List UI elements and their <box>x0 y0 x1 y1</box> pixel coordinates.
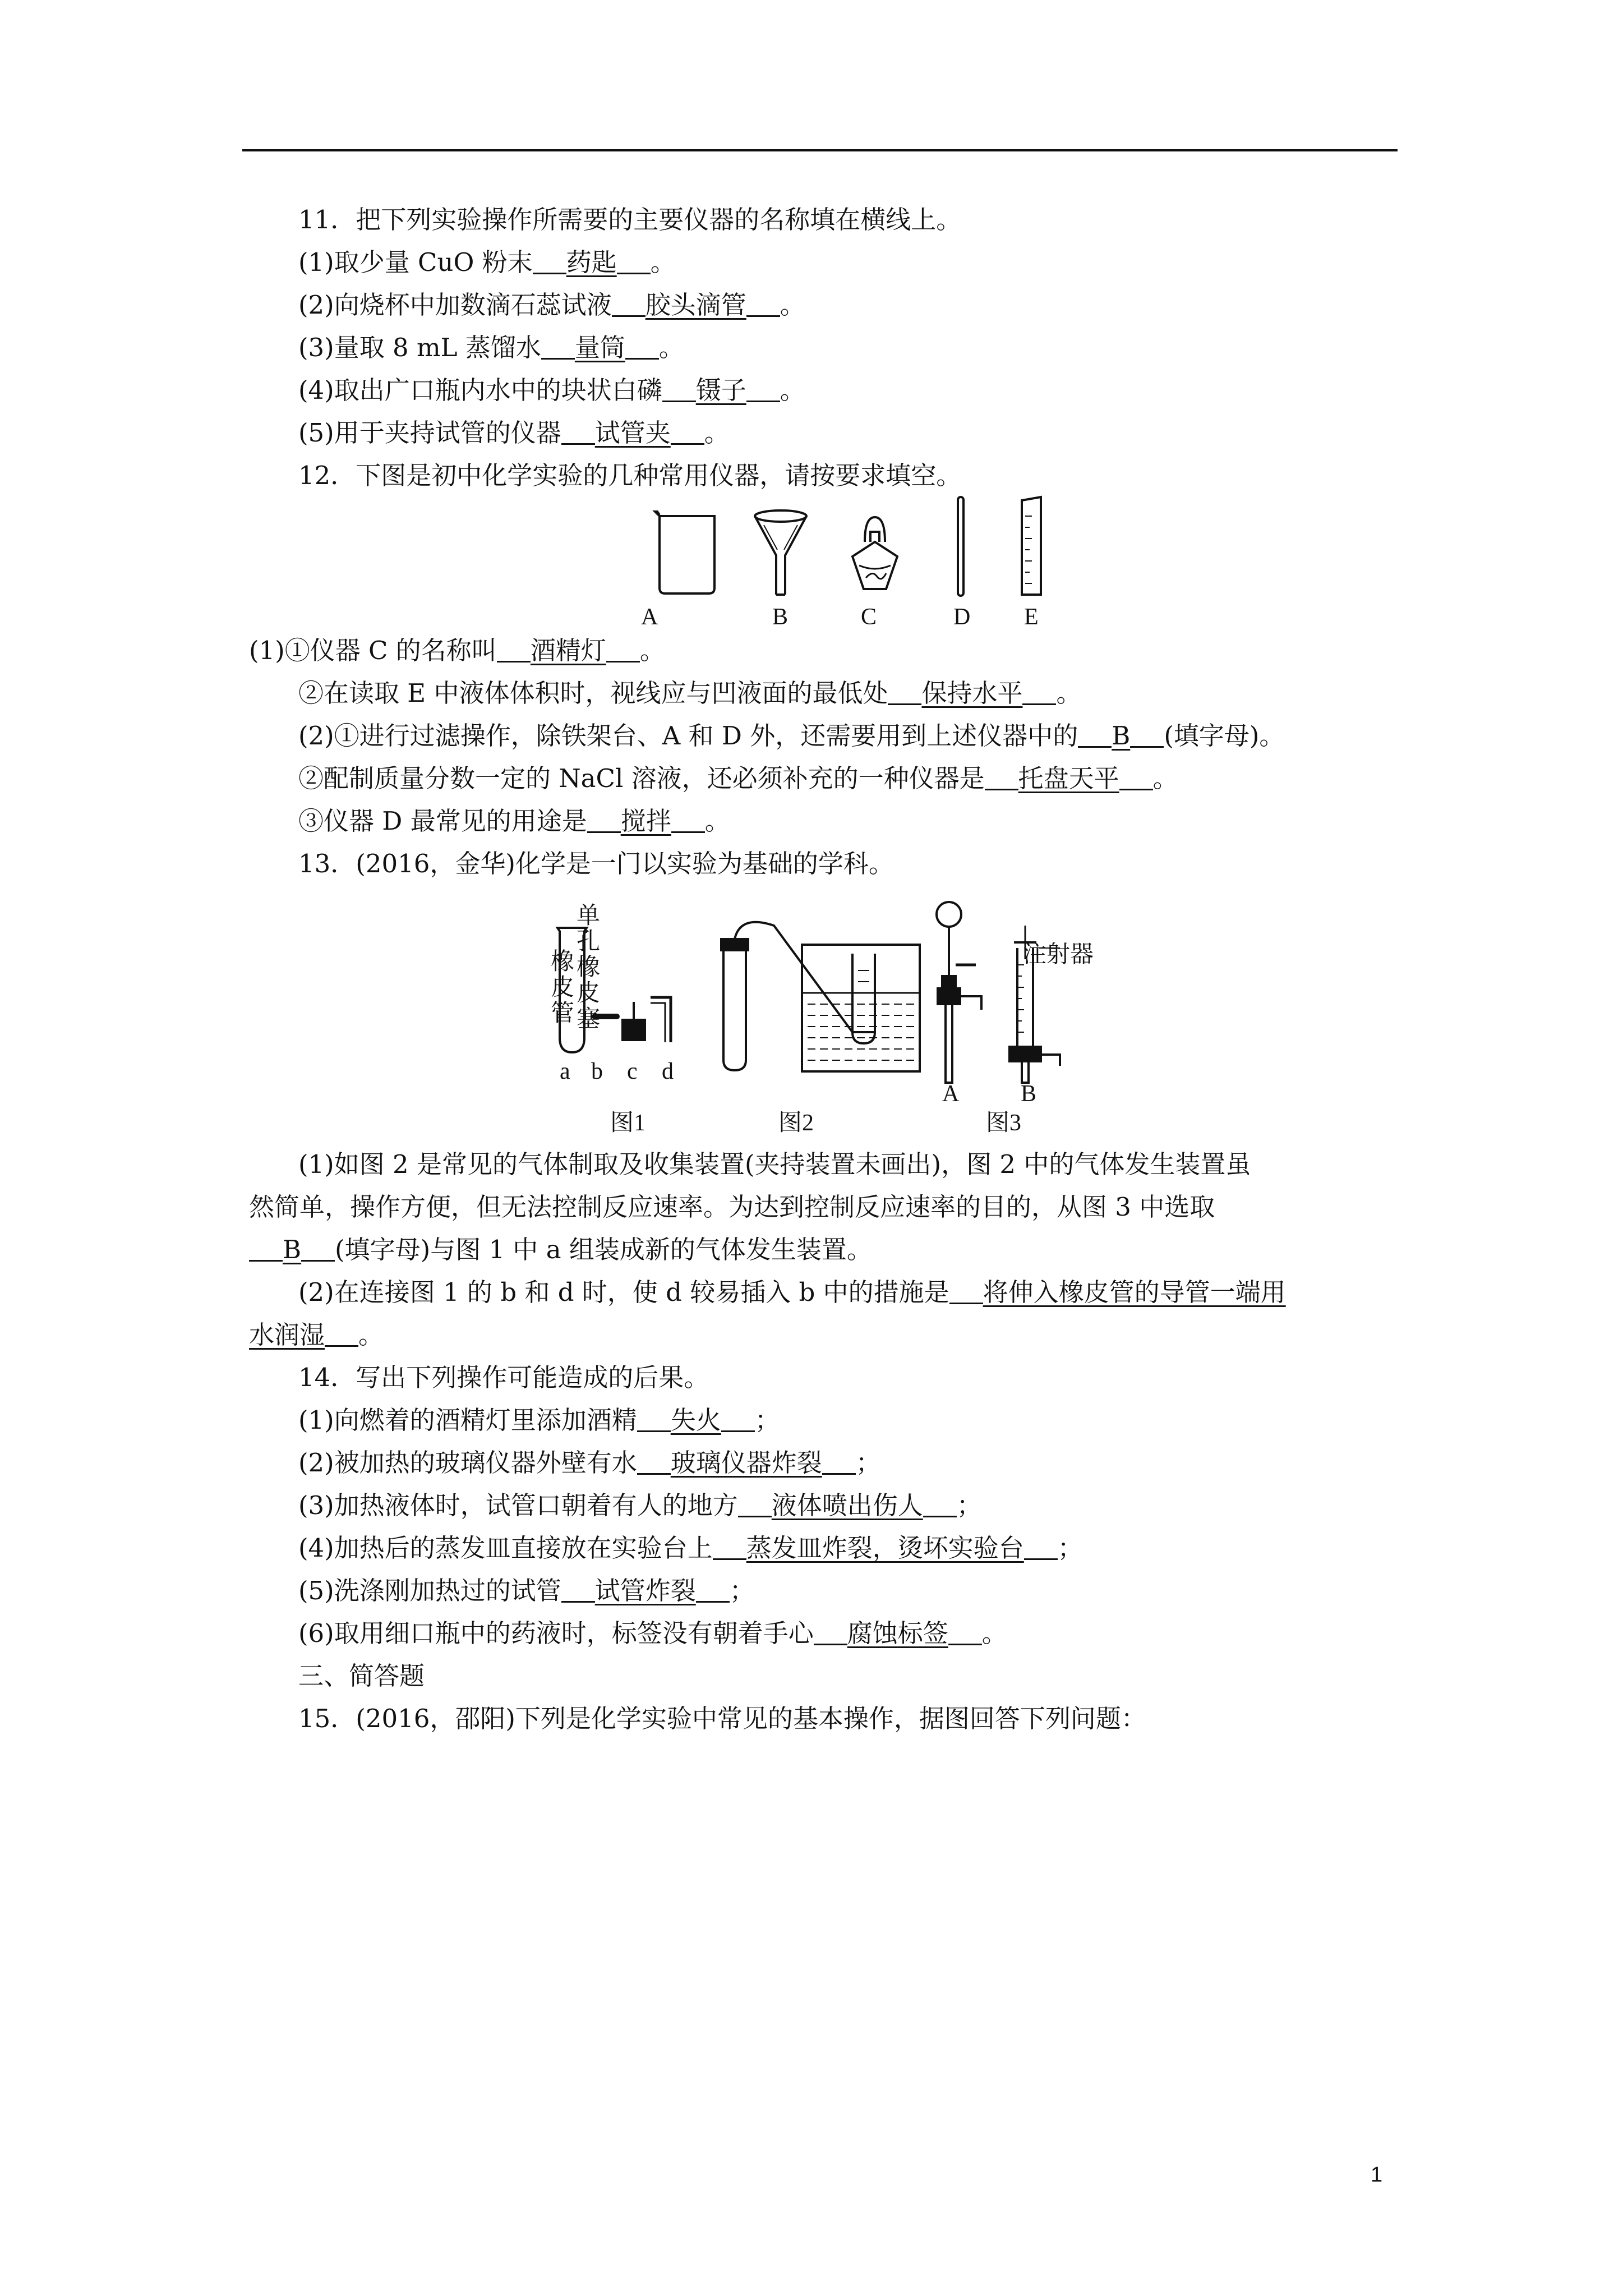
section-heading: 三、简答题 <box>298 1661 425 1691</box>
q12-item-2: ②在读取 E 中液体体积时，视线应与凹液面的最低处 保持水平 。 <box>298 678 1082 708</box>
q14-item-3: (3)加热液体时，试管口朝着有人的地方 液体喷出伤人 ； <box>298 1490 982 1520</box>
q12-answer-3: B <box>1112 721 1131 751</box>
q14-answer-6: 腐蚀标签 <box>847 1618 948 1648</box>
fig-label-C: C <box>861 604 877 630</box>
q11-item-4: (4)取出广口瓶内水中的块状白磷 镊子 。 <box>298 375 805 405</box>
q13-p2-line1: (2)在连接图 1 的 b 和 d 时，使 d 较易插入 b 中的措施是 将伸入橡皮管的导管一端用 <box>298 1277 1286 1307</box>
q14-answer-5: 试管炸裂 <box>594 1576 696 1605</box>
q14-answer-4: 蒸发皿炸裂，烫坏实验台 <box>746 1533 1024 1563</box>
q13-answer-2b: 水润湿 <box>249 1320 325 1350</box>
q14-stem: 14．写出下列操作可能造成的后果。 <box>298 1363 709 1392</box>
fig3-syringe-text: 注射器 <box>1023 942 1094 968</box>
fig-label-A: A <box>641 604 658 630</box>
q11-answer-3: 量筒 <box>574 333 625 362</box>
q11-item-5: (5)用于夹持试管的仪器 试管夹 。 <box>298 418 730 448</box>
q12-stem: 12．下图是初中化学实验的几种常用仪器，请按要求填空。 <box>298 461 962 490</box>
glass-rod-icon <box>958 497 963 596</box>
fig3-letter-A: A <box>942 1081 960 1107</box>
q11-item-3: (3)量取 8 mL 蒸馏水 量筒 。 <box>298 333 684 362</box>
q12-item-4: ②配制质量分数一定的 NaCl 溶液，还必须补充的一种仪器是 托盘天平 。 <box>298 763 1178 793</box>
q14-item-2: (2)被加热的玻璃仪器外壁有水 玻璃仪器炸裂 ； <box>298 1448 881 1478</box>
fig1-letter-c: c <box>627 1059 638 1084</box>
fig1-rubber-tube-text: 橡皮管 <box>551 949 575 1027</box>
q14-item-5: (5)洗涤刚加热过的试管 试管炸裂 ； <box>298 1576 755 1605</box>
fig-label-D: D <box>953 604 971 630</box>
q12-answer-1: 酒精灯 <box>530 636 606 665</box>
fig-label-E: E <box>1024 604 1039 630</box>
q11-item-1: (1)取少量 CuO 粉末 药匙 。 <box>298 247 676 277</box>
q11-answer-2: 胶头滴管 <box>645 290 746 320</box>
fig3-label: 图3 <box>986 1110 1022 1136</box>
q13-p1-line1: (1)如图 2 是常见的气体制取及收集装置(夹持装置未画出)，图 2 中的气体发生装置虽 <box>298 1149 1251 1179</box>
graduated-cylinder-icon <box>1022 497 1041 595</box>
fig3-letter-B: B <box>1021 1081 1037 1107</box>
q12-answer-4: 托盘天平 <box>1018 763 1119 793</box>
q11-answer-4: 镊子 <box>695 375 746 405</box>
q12-item-3: (2)①进行过滤操作，除铁架台、A 和 D 外，还需要用到上述仪器中的 B (填字母)。 <box>298 721 1285 751</box>
q11-answer-1: 药匙 <box>566 247 617 277</box>
q13-stem: 13．(2016，金华)化学是一门以实验为基础的学科。 <box>298 849 894 878</box>
header-rule <box>242 149 1398 151</box>
fig2-label: 图2 <box>778 1110 814 1136</box>
q15-stem: 15．(2016，邵阳)下列是化学实验中常见的基本操作，据图回答下列问题： <box>298 1704 1146 1733</box>
q14-item-6: (6)取用细口瓶中的药液时，标签没有朝着手心 腐蚀标签 。 <box>298 1618 1007 1648</box>
q12-item-5: ③仪器 D 最常见的用途是 搅拌 。 <box>298 806 730 836</box>
q13-p2-line2: 水润湿 。 <box>249 1320 384 1350</box>
page-number: 1 <box>1371 2163 1383 2187</box>
q14-answer-3: 液体喷出伤人 <box>771 1490 923 1520</box>
q14-item-4: (4)加热后的蒸发皿直接放在实验台上 蒸发皿炸裂，烫坏实验台 ； <box>298 1533 1083 1563</box>
funnel-icon <box>755 510 806 595</box>
gas-generator-apparatus-icon <box>721 922 920 1071</box>
fig1-label: 图1 <box>610 1110 646 1136</box>
q13-answer-1: B <box>283 1235 302 1264</box>
q13-p1-line2: 然简单，操作方便，但无法控制反应速率。为达到控制反应速率的目的，从图 3 中选取 <box>249 1192 1215 1222</box>
q14-answer-1: 失火 <box>670 1405 721 1435</box>
rubber-stopper-icon <box>623 1002 645 1040</box>
q13-p1-line3: B (填字母)与图 1 中 a 组装成新的气体发生装置。 <box>249 1233 872 1267</box>
q13-answer-2a: 将伸入橡皮管的导管一端用 <box>983 1277 1286 1307</box>
q11-item-2: (2)向烧杯中加数滴石蕊试液 胶头滴管 。 <box>298 290 805 320</box>
fig1-letter-a: a <box>560 1059 570 1084</box>
q11-stem: 11．把下列实验操作所需要的主要仪器的名称填在横线上。 <box>298 205 962 234</box>
fig1-letter-d: d <box>662 1059 674 1084</box>
fig1-stopper-text: 单孔橡皮塞 <box>577 903 601 1032</box>
q12-answer-5: 搅拌 <box>620 806 671 836</box>
q12-figure <box>639 494 1066 634</box>
separatory-funnel-icon <box>937 902 981 1083</box>
q11-answer-5: 试管夹 <box>594 418 671 448</box>
fig-label-B: B <box>772 604 789 630</box>
fig1-letter-b: b <box>591 1059 603 1084</box>
q12-answer-2: 保持水平 <box>921 678 1023 708</box>
bent-glass-tube-icon <box>651 997 671 1042</box>
beaker-icon <box>655 512 714 593</box>
alcohol-lamp-icon <box>852 517 897 589</box>
q12-item-1: (1)①仪器 C 的名称叫 酒精灯 。 <box>249 636 665 665</box>
q14-item-1: (1)向燃着的酒精灯里添加酒精 失火 ； <box>298 1405 780 1435</box>
q14-answer-2: 玻璃仪器炸裂 <box>670 1448 822 1478</box>
